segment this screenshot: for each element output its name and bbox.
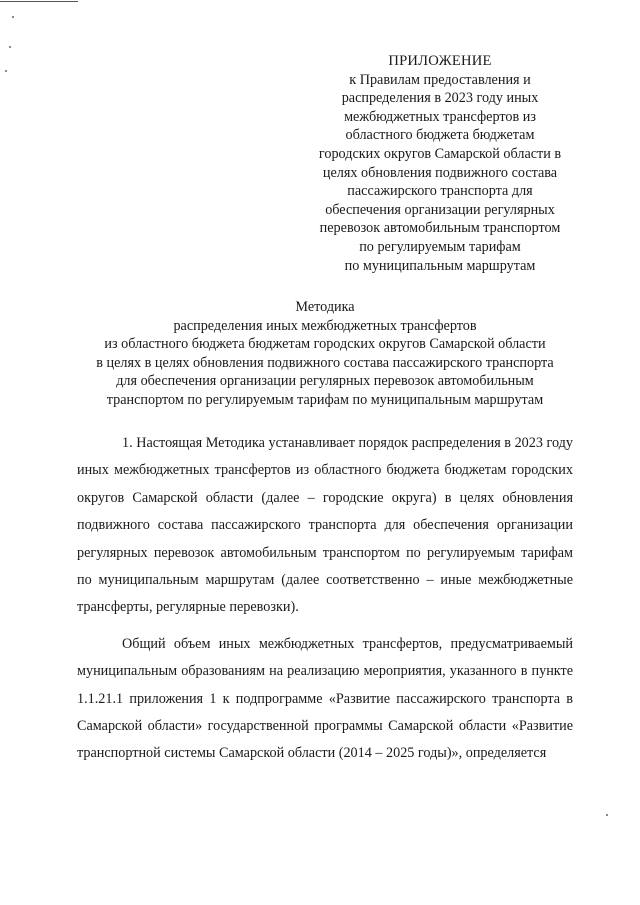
appendix-title: ПРИЛОЖЕНИЕ	[388, 53, 492, 69]
appendix-header	[290, 52, 590, 275]
appendix-line: по регулируемым тарифам	[359, 238, 521, 255]
scan-speck	[9, 46, 11, 48]
methodology-line: транспортом по регулируемым тарифам по муниципальным маршрутам	[106, 391, 544, 408]
scan-speck	[5, 70, 7, 72]
appendix-line: пассажирского транспорта для	[347, 183, 533, 200]
appendix-line: перевозок автомобильным транспортом	[319, 220, 561, 237]
appendix-line: целях обновления подвижного состава	[322, 164, 558, 181]
appendix-line: обеспечения организации регулярных	[325, 201, 555, 218]
methodology-line: распределения иных межбюджетных трансфертов	[173, 317, 477, 334]
appendix-line: к Правилам предоставления и	[349, 71, 531, 88]
paragraph-1: 1. Настоящая Методика устанавливает порядок распределения в 2023 году иных межбюджетных трансфертов из областного бюджета бюджетам городских округов Самарской области (далее – городские округа) в целях обновления подвижного состава пассажирского транспорта для обеспечения организации регулярных перевозок автомобильным транспортом по регулируемым тарифам по муниципальным маршрутам (далее соответственно – иные межбюджетные трансферты, регулярные перевозки).	[77, 435, 573, 616]
document-body	[77, 430, 573, 768]
methodology-heading	[40, 298, 610, 410]
appendix-line: по муниципальным маршрутам	[344, 257, 536, 274]
appendix-line: межбюджетных трансфертов из	[344, 108, 536, 125]
methodology-line: для обеспечения организации регулярных перевозок автомобильным	[116, 373, 534, 390]
appendix-line: областного бюджета бюджетам	[345, 127, 535, 144]
paragraph-2: Общий объем иных межбюджетных трансфертов, предусматриваемый муниципальным образованиям на реализацию мероприятия, указанного в пункте 1.1.21.1 приложения 1 к подпрограмме «Развитие пассажирского транспорта в Самарской области» государственной программы Самарской области «Развитие транспортной системы Самарской области (2014 – 2025 годы)», определяется	[77, 635, 573, 762]
scan-artifact-line	[0, 1, 78, 2]
scan-speck	[12, 16, 14, 18]
scan-speck	[606, 814, 608, 816]
methodology-line: в целях в целях обновления подвижного состава пассажирского транспорта	[96, 354, 554, 371]
appendix-line: городских округов Самарской области в	[318, 145, 562, 162]
methodology-title: Методика	[295, 299, 355, 315]
methodology-line: из областного бюджета бюджетам городских округов Самарской области	[104, 336, 546, 353]
appendix-line: распределения в 2023 году иных	[341, 90, 539, 107]
